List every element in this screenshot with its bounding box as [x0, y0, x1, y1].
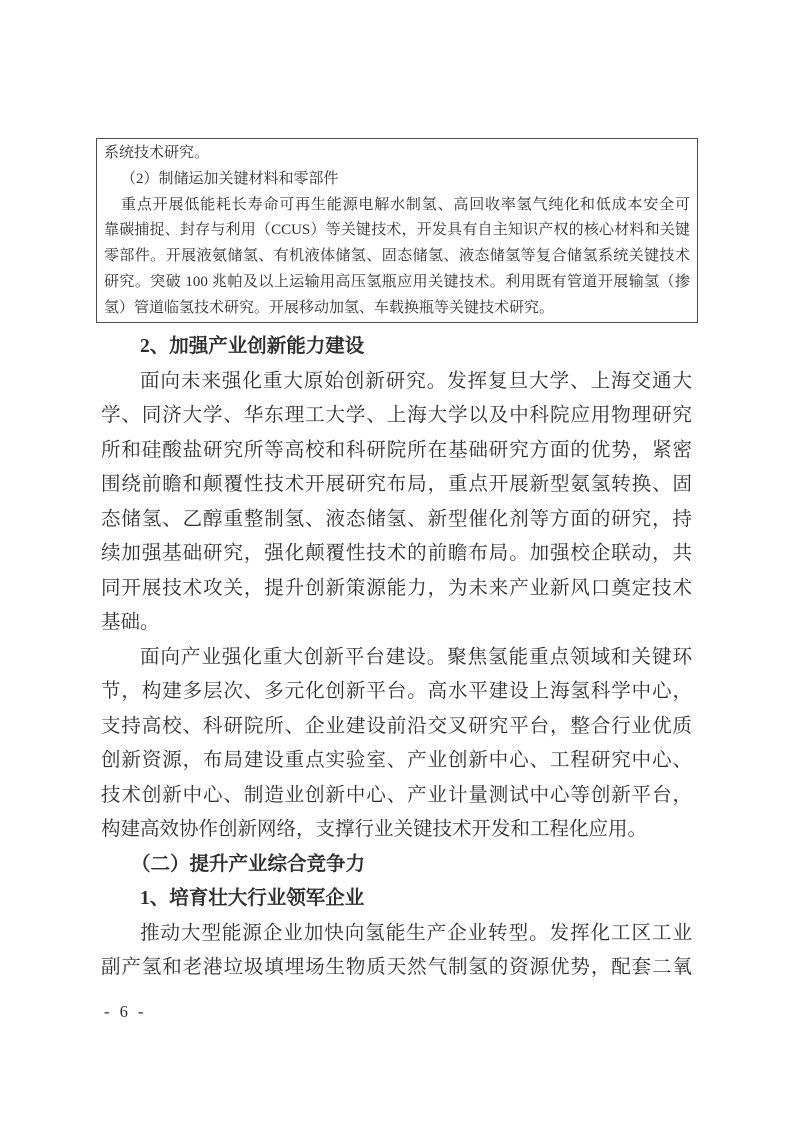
body-text: [101, 330, 692, 986]
box-line: 靠碳捕捉、封存与利用（CCUS）等关键技术，开发具有自主知识产权的核心材料和关键: [104, 222, 690, 239]
body-line: 基础。: [101, 612, 160, 633]
body-line: 态储氢、乙醇重整制氢、液态储氢、新型催化剂等方面的研究，持: [101, 508, 692, 530]
subsection-heading-2: 2、加强产业创新能力建设: [140, 336, 365, 357]
body-line: 技术创新中心、制造业创新中心、产业计量测试中心等创新平台，: [101, 784, 692, 806]
body-line: 推动大型能源企业加快向氢能生产企业转型。发挥化工区工业: [140, 922, 692, 944]
box-line: 氢）管道临氢技术研究。开展移动加氢、车载换瓶等关键技术研究。: [104, 299, 555, 316]
page-number: - 6 -: [104, 1002, 147, 1021]
body-line: 学、同济大学、华东理工大学、上海大学以及中科院应用物理研究: [101, 405, 692, 426]
box-line: 研究。突破 100 兆帕及以上运输用高压氢瓶应用关键技术。利用既有管道开展输氢（掺: [104, 273, 690, 290]
box-subheading: （2）制储运加关键材料和零部件: [121, 170, 339, 187]
subsection-heading-1: 1、培育壮大行业领军企业: [140, 888, 365, 909]
body-line: 面向产业强化重大创新平台建设。聚焦氢能重点领域和关键环: [140, 646, 692, 668]
body-line: 节，构建多层次、多元化创新平台。高水平建设上海氢科学中心，: [101, 681, 692, 702]
body-line: 副产氢和老港垃圾填埋场生物质天然气制氢的资源优势，配套二氧: [101, 957, 692, 978]
body-line: 所和硅酸盐研究所等高校和科研院所在基础研究方面的优势，紧密: [101, 439, 692, 461]
box-line: 重点开展低能耗长寿命可再生能源电解水制氢、高回收率氢气纯化和低成本安全可: [121, 196, 690, 213]
body-line: 创新资源，布局建设重点实验室、产业创新中心、工程研究中心、: [101, 750, 692, 771]
box-line: 零部件。开展液氨储氢、有机液体储氢、固态储氢、液态储氢等复合储氢系统关键技术: [104, 248, 690, 265]
boxed-note: [96, 138, 698, 323]
body-line: 同开展技术攻关，提升创新策源能力，为未来产业新风口奠定技术: [101, 577, 692, 599]
box-line: 系统技术研究。: [104, 145, 210, 161]
section-heading: （二）提升产业综合竞争力: [131, 853, 366, 875]
body-line: 续加强基础研究，强化颠覆性技术的前瞻布局。加强校企联动，共: [101, 543, 692, 564]
body-line: 面向未来强化重大原始创新研究。发挥复旦大学、上海交通大: [140, 370, 692, 392]
body-line: 围绕前瞻和颠覆性技术开展研究布局，重点开展新型氨氢转换、固: [101, 474, 692, 495]
body-line: 构建高效协作创新网络，支撑行业关键技术开发和工程化应用。: [101, 819, 648, 840]
body-line: 支持高校、科研院所、企业建设前沿交叉研究平台，整合行业优质: [101, 715, 692, 737]
